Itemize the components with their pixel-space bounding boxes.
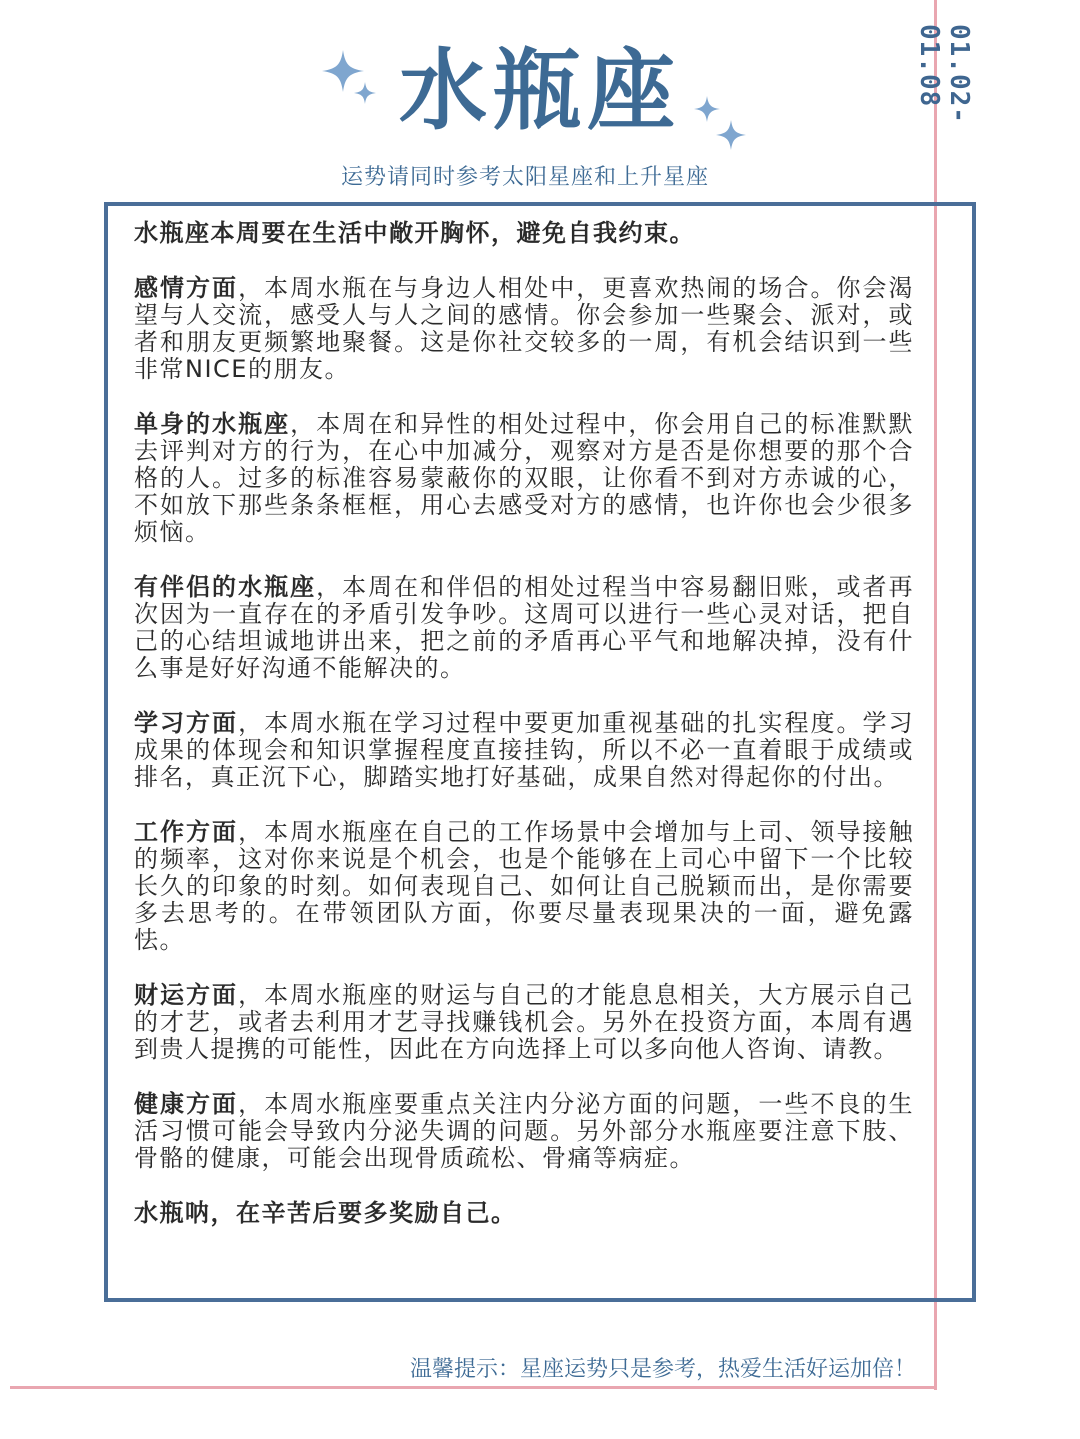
paragraph-single — [134, 411, 914, 546]
paragraph-text: ，本周水瓶座要重点关注内分泌方面的问题，一些不良的生活习惯可能会导致内分泌失调的问题。另外部分水瓶座要注意下肢、骨骼的健康，可能会出现骨质疏松、骨痛等病症。 — [134, 1090, 915, 1172]
paragraph-partnered — [134, 574, 914, 682]
paragraph-text: ，本周在和异性的相处过程中，你会用自己的标准默默去评判对方的行为，在心中加减分，观察对方是否是你想要的那个合格的人。过多的标准容易蒙蔽你的双眼，让你看不到对方赤诚的心，不如放下那些条条框框，用心去感受对方的感情，也许你也会少很多烦恼。 — [134, 410, 915, 546]
paragraph-text: ，本周水瓶座在自己的工作场景中会增加与上司、领导接触的频率，这对你来说是个机会，也是个能够在上司心中留下一个比较长久的印象的时刻。如何表现自己、如何让自己脱颖而出，是你需要多去思考的。在带领团队方面，你要尽量表现果决的一面，避免露怯。 — [134, 818, 915, 954]
footer-tip: 温馨提示：星座运势只是参考，热爱生活好运加倍！ — [409, 1357, 916, 1382]
closing-line: 水瓶呐，在辛苦后要多奖励自己。 — [134, 1199, 517, 1227]
paragraph-lead: 有伴侣的水瓶座 — [134, 573, 317, 601]
paragraph-text: ，本周水瓶座的财运与自己的才能息息相关，大方展示自己的才艺，或者去利用才艺寻找赚钱机会。另外在投资方面，本周有遇到贵人提携的可能性，因此在方向选择上可以多向他人咨询、请教。 — [134, 981, 915, 1063]
paragraph-lead: 工作方面 — [134, 818, 239, 846]
paragraph-health — [134, 1091, 914, 1172]
page-subtitle: 运势请同时参考太阳星座和上升星座 — [340, 165, 709, 190]
paragraph-text: ，本周水瓶在学习过程中要更加重视基础的扎实程度。学习成果的体现会和知识掌握程度直接挂钩，所以不必一直着眼于成绩或排名，真正沉下心，脚踏实地打好基础，成果自然对得起你的付出。 — [134, 709, 915, 791]
intro-line: 水瓶座本周要在生活中敞开胸怀，避免自我约束。 — [134, 219, 695, 247]
paragraph-wealth — [134, 982, 914, 1063]
paragraph-lead: 健康方面 — [134, 1090, 239, 1118]
paragraph-work — [134, 819, 914, 954]
pink-horizontal-rule — [10, 1386, 937, 1389]
horoscope-content — [134, 220, 914, 1255]
page-title: 水瓶座 — [398, 39, 681, 142]
date-range: 01.02-01.08 — [914, 24, 974, 124]
paragraph-lead: 学习方面 — [134, 709, 239, 737]
paragraph-lead: 单身的水瓶座 — [134, 410, 291, 438]
paragraph-text: ，本周在和伴侣的相处过程当中容易翻旧账，或者再次因为一直存在的矛盾引发争吵。这周可以进行一些心灵对话，把自己的心结坦诚地讲出来，把之前的矛盾再心平气和地解决掉，没有什么事是好好沟通不能解决的。 — [134, 573, 915, 682]
paragraph-lead: 财运方面 — [134, 981, 239, 1009]
paragraph-text: ，本周水瓶在与身边人相处中，更喜欢热闹的场合。你会渴望与人交流，感受人与人之间的感情。你会参加一些聚会、派对，或者和朋友更频繁地聚餐。这是你社交较多的一周，有机会结识到一些非常NICE的朋友。 — [134, 274, 915, 383]
paragraph-love — [134, 275, 914, 383]
paragraph-study — [134, 710, 914, 791]
paragraph-lead: 感情方面 — [134, 274, 239, 302]
